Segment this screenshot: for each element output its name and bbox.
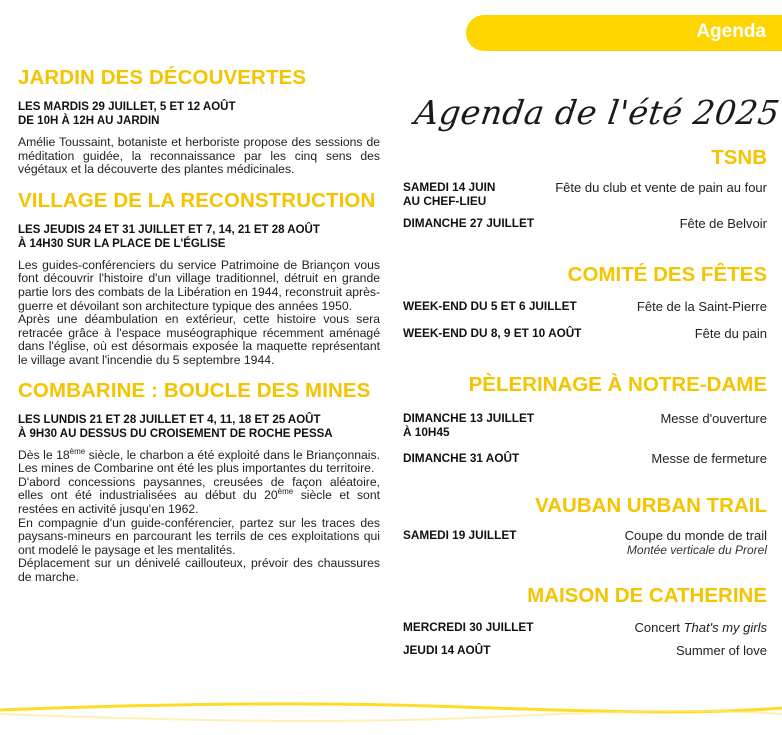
agenda-row — [403, 643, 767, 658]
event-date: MERCREDI 30 JUILLET — [403, 620, 534, 634]
paragraph: Amélie Toussaint, botaniste et herboriste propose des sessions de méditation guidée, la reconnaissance par les cinq sens des végétaux et la découverte des plantes médicinales. — [18, 135, 380, 177]
text-run: siècle, le charbon a été exploité dans le Briançonnais. Les mines de Combarine ont été les plus importantes du territoire. — [18, 447, 380, 476]
agenda-row — [403, 620, 767, 635]
section-tsnb — [403, 146, 767, 231]
section-title: PÈLERINAGE À NOTRE-DAME — [403, 373, 767, 397]
paragraph: Déplacement sur un dénivelé caillouteux, prévoir des chaussures de marche. — [18, 556, 380, 584]
section-village — [18, 189, 380, 368]
subtitle-line: LES MARDIS 29 JUILLET, 5 ET 12 AOÛT — [18, 101, 236, 113]
section-jardin — [18, 66, 380, 177]
event-date — [403, 411, 534, 439]
event-date: DIMANCHE 27 JUILLET — [403, 216, 535, 230]
section-maison — [403, 584, 767, 658]
description-subtext: Montée verticale du Prorel — [626, 543, 767, 557]
event-description: Fête du club et vente de pain au four — [555, 180, 767, 195]
event-date: WEEK-END DU 5 ET 6 JUILLET — [403, 299, 577, 313]
event-description — [634, 620, 767, 635]
section-title: JARDIN DES DÉCOUVERTES — [18, 66, 306, 92]
event-date: JEUDI 14 AOÛT — [403, 643, 491, 657]
section-title: COMITÉ DES FÊTES — [403, 263, 767, 287]
event-description: Fête de Belvoir — [679, 216, 767, 231]
section-body — [18, 259, 380, 368]
paragraph — [18, 446, 380, 476]
section-pelerinage — [403, 373, 767, 466]
section-subtitle — [18, 413, 380, 441]
subtitle-line: À 14H30 SUR LA PLACE DE L'ÉGLISE — [18, 237, 226, 250]
text-run: siècle et sont restées en activité jusqu'en 1962. — [18, 488, 380, 516]
date-line: AU CHEF-LIEU — [403, 194, 487, 208]
subtitle-line: LES JEUDIS 24 ET 31 JUILLET ET 7, 14, 21 ET 28 AOÛT — [18, 223, 320, 236]
section-title: VAUBAN URBAN TRAIL — [403, 494, 767, 518]
text-run: Dès le 18 — [18, 447, 70, 462]
agenda-tab-label: Agenda — [696, 21, 766, 42]
paragraph: Les guides-conférenciers du service Patrimoine de Briançon vous font découvrir l'histoire d'un village traditionnel, détruit en grande partie lors des combats de la Libération en 1944, reconstruit après-guerre et dévoilant son architecture typique des années 1950. — [18, 257, 380, 313]
text-run: D'abord concessions paysannes, creusées de façon aléatoire, elles ont été industrialisées au début du 20 — [18, 474, 380, 503]
event-date: WEEK-END DU 8, 9 ET 10 AOÛT — [403, 326, 582, 340]
event-date — [403, 180, 495, 208]
agenda-tab — [466, 15, 782, 51]
subtitle-line: À 9H30 AU DESSUS DU CROISEMENT DE ROCHE PESSA — [18, 427, 333, 440]
description-italic: That's my girls — [683, 620, 767, 635]
agenda-row — [403, 326, 767, 341]
decorative-wave — [0, 694, 782, 734]
event-description: Messe de fermeture — [651, 451, 767, 466]
event-description: Fête du pain — [694, 326, 767, 341]
agenda-row — [403, 411, 767, 439]
section-title: TSNB — [403, 146, 767, 170]
section-title: MAISON DE CATHERINE — [403, 584, 767, 608]
event-date: SAMEDI 19 JUILLET — [403, 528, 517, 542]
date-line: À 10H45 — [403, 425, 450, 439]
event-description: Messe d'ouverture — [660, 411, 767, 426]
date-line: DIMANCHE 13 JUILLET — [403, 411, 535, 425]
agenda-row — [403, 451, 767, 466]
event-description: Summer of love — [675, 643, 767, 658]
section-body — [18, 136, 380, 177]
date-line: SAMEDI 14 JUIN — [403, 180, 496, 194]
script-title: Agenda de l'été 2025 — [412, 93, 782, 132]
section-title: COMBARINE : BOUCLE DES MINES — [18, 379, 370, 405]
superscript: ème — [277, 487, 294, 497]
agenda-row — [403, 299, 767, 314]
agenda-row — [403, 180, 767, 208]
event-date: DIMANCHE 31 AOÛT — [403, 451, 520, 465]
paragraph: Après une déambulation en extérieur, cette histoire vous sera retracée grâce à l'espace muséographique récemment aménagé dans l'église, où est désormais exposée la maquette représentant le village avant l'incendie du 5 septembre 1944. — [18, 312, 380, 367]
section-comite — [403, 263, 767, 341]
event-description: Fête de la Saint-Pierre — [636, 299, 767, 314]
subtitle-line: LES LUNDIS 21 ET 28 JUILLET ET 4, 11, 18 ET 25 AOÛT — [18, 413, 321, 426]
subtitle-line: DE 10H À 12H AU JARDIN — [18, 115, 160, 127]
superscript: ème — [69, 446, 86, 456]
section-subtitle — [18, 223, 380, 251]
description-text: Concert — [634, 620, 684, 635]
agenda-row — [403, 216, 767, 231]
event-description — [625, 528, 767, 558]
left-column — [18, 66, 380, 584]
section-body — [18, 446, 380, 585]
section-combarine — [18, 379, 380, 585]
section-title: VILLAGE DE LA RECONSTRUCTION — [18, 189, 375, 215]
paragraph — [18, 476, 380, 517]
description-text: Coupe du monde de trail — [624, 528, 767, 543]
section-vauban — [403, 494, 767, 558]
section-subtitle — [18, 100, 380, 128]
agenda-row — [403, 528, 767, 558]
paragraph: En compagnie d'un guide-conférencier, partez sur les traces des paysans-mineurs en parcourant les terrils de ces exploitations qui ont modelé le paysage et les mentalités. — [18, 515, 380, 557]
